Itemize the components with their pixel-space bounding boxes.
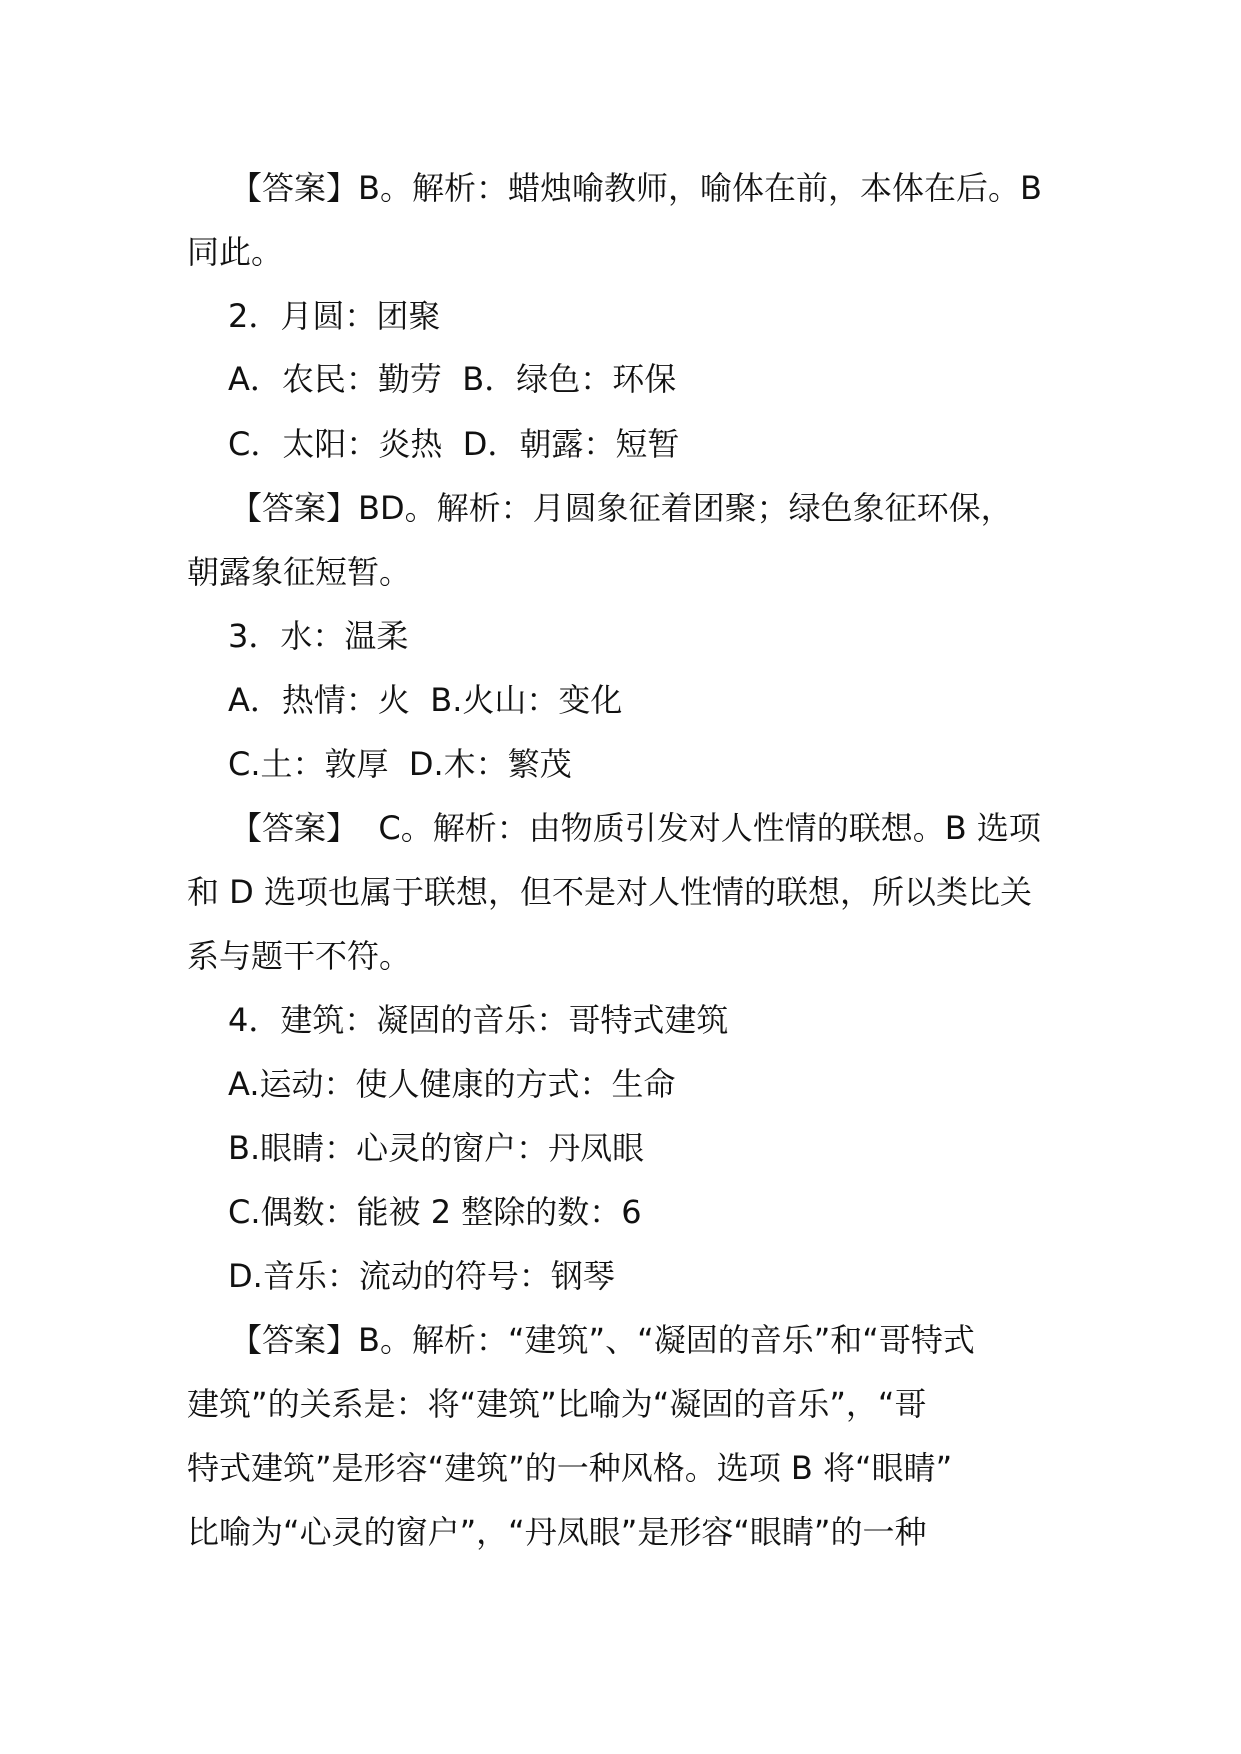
question-3-options-ab: A．热情：火 B.火山：变化: [228, 681, 623, 719]
answer-4-line-4: 比喻为“心灵的窗户”，“丹凤眼”是形容“眼睛”的一种: [187, 1513, 927, 1551]
answer-1-line-1: 【答案】B。解析：蜡烛喻教师，喻体在前，本体在后。B: [230, 169, 1042, 207]
question-4-option-d: D.音乐：流动的符号：钢琴: [228, 1257, 615, 1295]
answer-2-line-2: 朝露象征短暂。: [187, 553, 412, 591]
question-3-options-cd: C.土：敦厚 D.木：繁茂: [228, 745, 572, 783]
answer-3-line-2: 和 D 选项也属于联想，但不是对人性情的联想，所以类比关: [187, 873, 1032, 911]
answer-4-line-3: 特式建筑”是形容“建筑”的一种风格。选项 B 将“眼睛”: [187, 1449, 953, 1487]
answer-3-line-1: 【答案】 C。解析：由物质引发对人性情的联想。B 选项: [230, 809, 1041, 847]
question-4-option-b: B.眼睛：心灵的窗户：丹凤眼: [228, 1129, 645, 1167]
question-2-options-ab: A．农民：勤劳 B．绿色：环保: [228, 360, 677, 398]
question-2: 2．月圆：团聚: [228, 297, 441, 335]
question-4: 4．建筑：凝固的音乐：哥特式建筑: [228, 1001, 729, 1039]
answer-4-line-2: 建筑”的关系是：将“建筑”比喻为“凝固的音乐”，“哥: [187, 1385, 927, 1423]
question-4-option-a: A.运动：使人健康的方式：生命: [228, 1065, 676, 1103]
answer-2-line-1: 【答案】BD。解析：月圆象征着团聚；绿色象征环保，: [230, 489, 1013, 527]
answer-4-line-1: 【答案】B。解析：“建筑”、“凝固的音乐”和“哥特式: [230, 1321, 975, 1359]
question-3: 3．水：温柔: [228, 617, 409, 655]
question-2-options-cd: C．太阳：炎热 D．朝露：短暂: [228, 425, 680, 463]
answer-3-line-3: 系与题干不符。: [187, 937, 412, 975]
answer-1-line-2: 同此。: [187, 233, 284, 271]
question-4-option-c: C.偶数：能被 2 整除的数：6: [228, 1193, 642, 1231]
